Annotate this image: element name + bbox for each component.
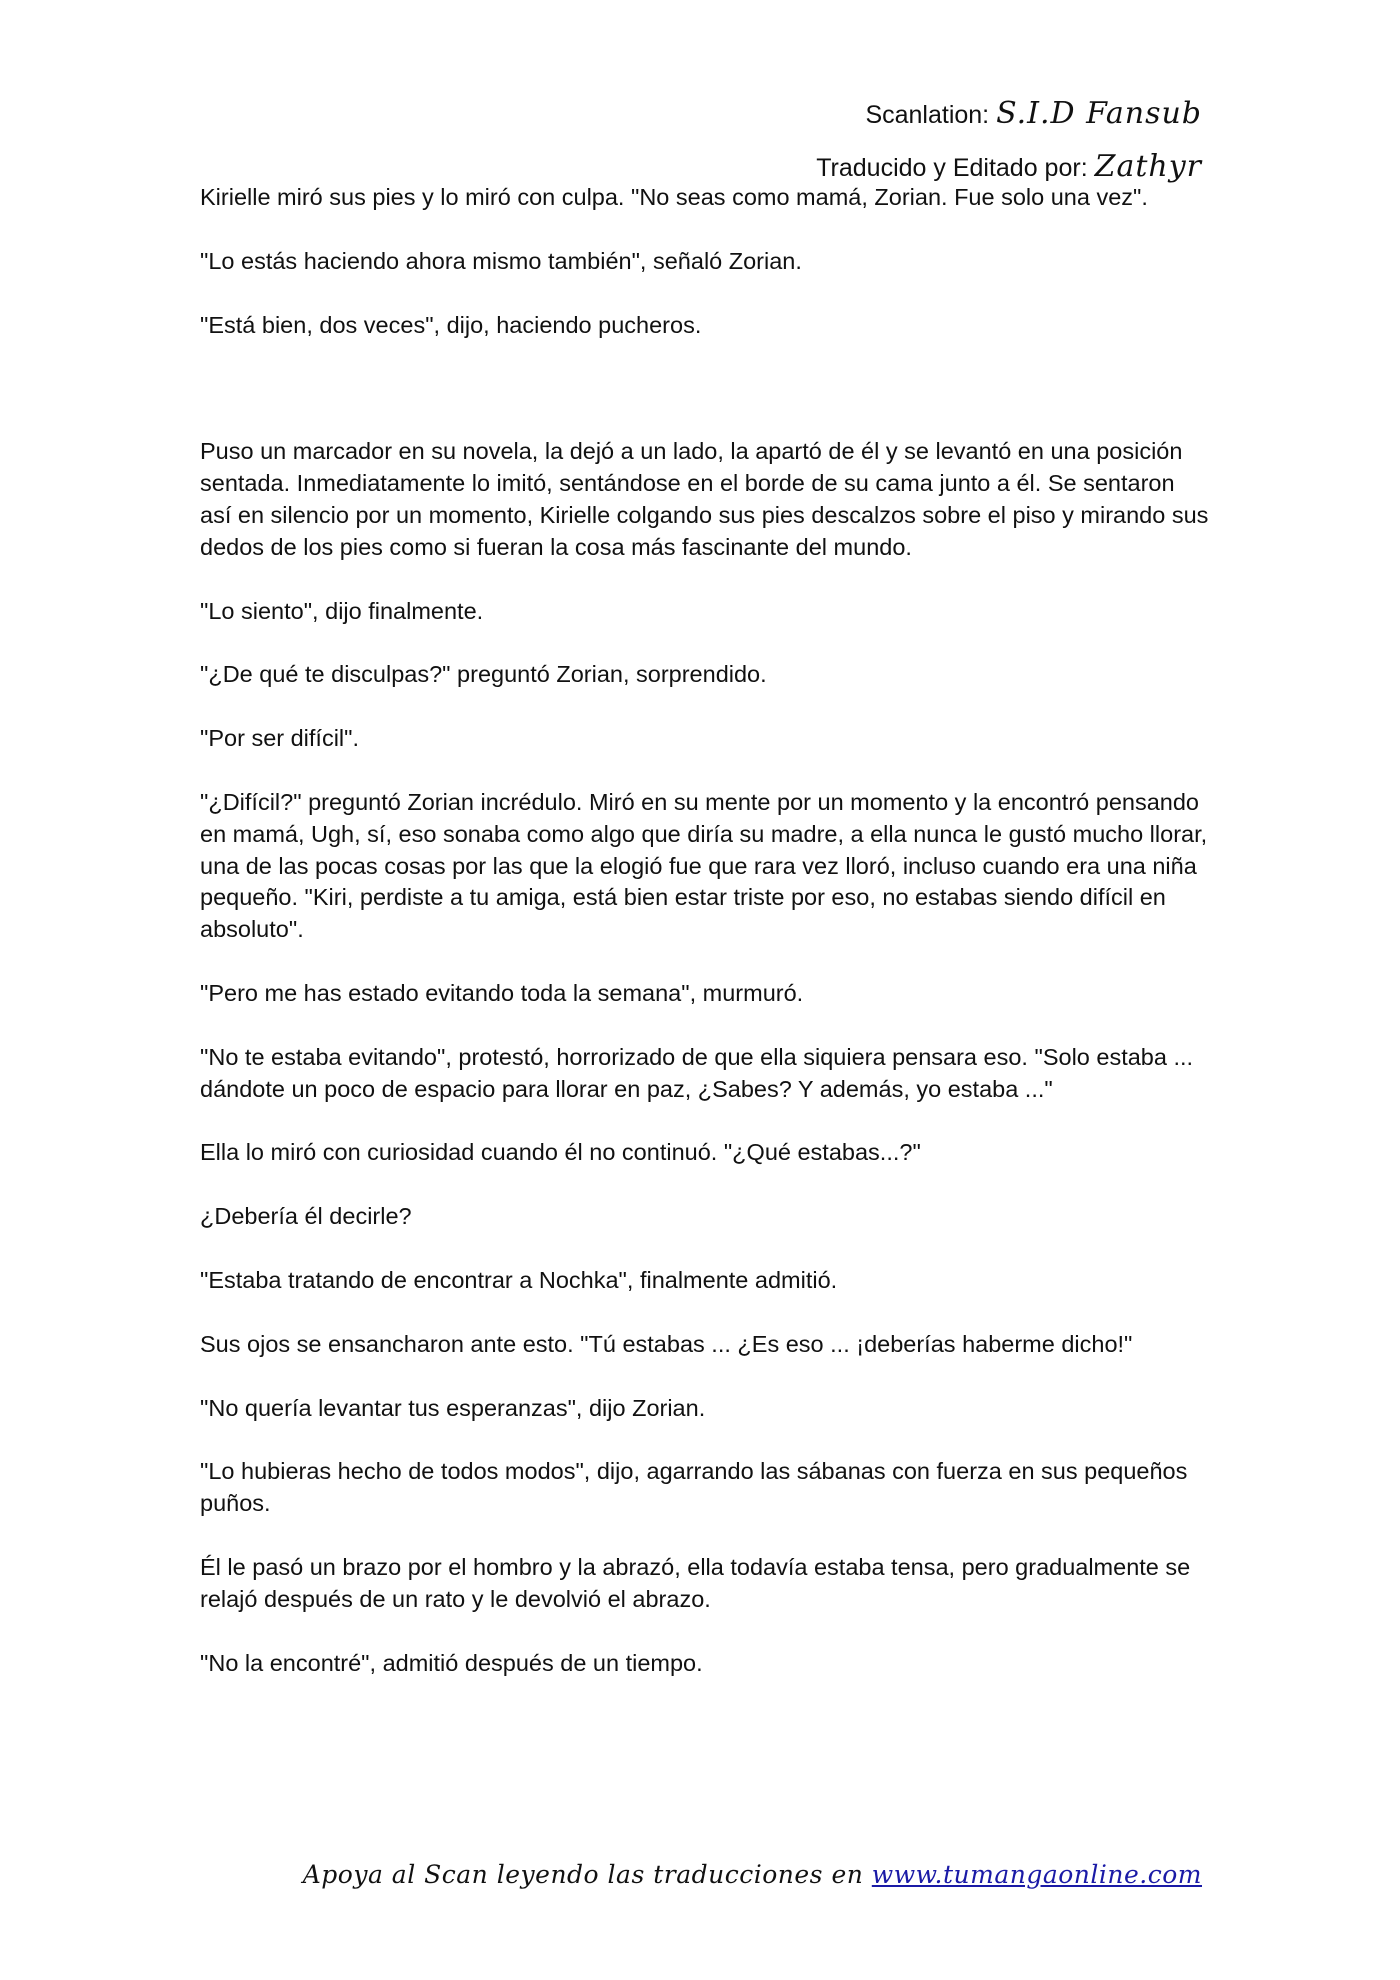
credits-header [816, 88, 1202, 194]
paragraph: "Lo siento", dijo finalmente. [200, 597, 484, 624]
paragraph: "Lo hubieras hecho de todos modos", dijo, agarrando las sábanas con fuerza en sus pequeños puños. [200, 1458, 1188, 1517]
paragraph: "No la encontré", admitió después de un tiempo. [200, 1649, 703, 1676]
translator-label: Traducido y Editado por: [816, 154, 1088, 182]
paragraph: "¿Difícil?" preguntó Zorian incrédulo. Miró en su mente por un momento y la encontró pensando en mamá, Ugh, sí, eso sonaba como algo que diría su madre, a ella nunca le gustó mucho llorar, una de las pocas cosas por las que la elogió fue que rara vez lloró, incluso cuando era una niña pequeño. "Kiri, perdiste a tu amiga, está bien estar triste por eso, no estabas siendo difícil en absoluto". [200, 788, 1208, 943]
scanlation-credit [816, 88, 1202, 141]
paragraph: Sus ojos se ensancharon ante esto. "Tú estabas ... ¿Es eso ... ¡deberías haberme dicho!" [200, 1330, 1133, 1357]
story-body [200, 182, 1210, 1711]
paragraph: Kirielle miró sus pies y lo miró con culpa. "No seas como mamá, Zorian. Fue solo una vez". [200, 184, 1148, 210]
paragraph: "Lo estás haciendo ahora mismo también", señaló Zorian. [200, 247, 802, 274]
paragraph: "Estaba tratando de encontrar a Nochka", finalmente admitió. [200, 1266, 838, 1293]
footer-text: Apoya al Scan leyendo las traducciones en [302, 1860, 864, 1889]
translator-name: Zathyr [1094, 149, 1202, 184]
paragraph: ¿Debería él decirle? [200, 1203, 412, 1230]
website-link[interactable]: www.tumangaonline.com [871, 1860, 1202, 1889]
paragraph: "Está bien, dos veces", dijo, haciendo pucheros. [200, 311, 702, 338]
paragraph: "No quería levantar tus esperanzas", dijo Zorian. [200, 1394, 706, 1421]
paragraph: "¿De qué te disculpas?" preguntó Zorian, sorprendido. [200, 661, 767, 688]
paragraph: "Por ser difícil". [200, 725, 360, 752]
paragraph: "No te estaba evitando", protestó, horrorizado de que ella siquiera pensara eso. "Solo estaba ... dándote un poco de espacio para llorar en paz, ¿Sabes? Y además, yo estaba ..." [200, 1043, 1194, 1102]
paragraph: Él le pasó un brazo por el hombro y la abrazó, ella todavía estaba tensa, pero gradualmente se relajó después de un rato y le devolvió el abrazo. [200, 1553, 1191, 1612]
paragraph: Puso un marcador en su novela, la dejó a un lado, la apartó de él y se levantó en una posición sentada. Inmediatamente lo imitó, sentándose en el borde de su cama junto a él. Se sentaron así en silencio por un momento, Kirielle colgando sus pies descalzos sobre el piso y mirando sus dedos de los pies como si fueran la cosa más fascinante del mundo. [200, 438, 1209, 560]
scanlation-name: S.I.D Fansub [996, 96, 1202, 131]
scanlation-label: Scanlation: [865, 101, 990, 129]
paragraph: Ella lo miró con curiosidad cuando él no continuó. "¿Qué estabas...?" [200, 1139, 921, 1166]
paragraph: "Pero me has estado evitando toda la semana", murmuró. [200, 979, 804, 1006]
section-gap [200, 373, 1210, 436]
footer-promo [303, 1860, 1202, 1889]
